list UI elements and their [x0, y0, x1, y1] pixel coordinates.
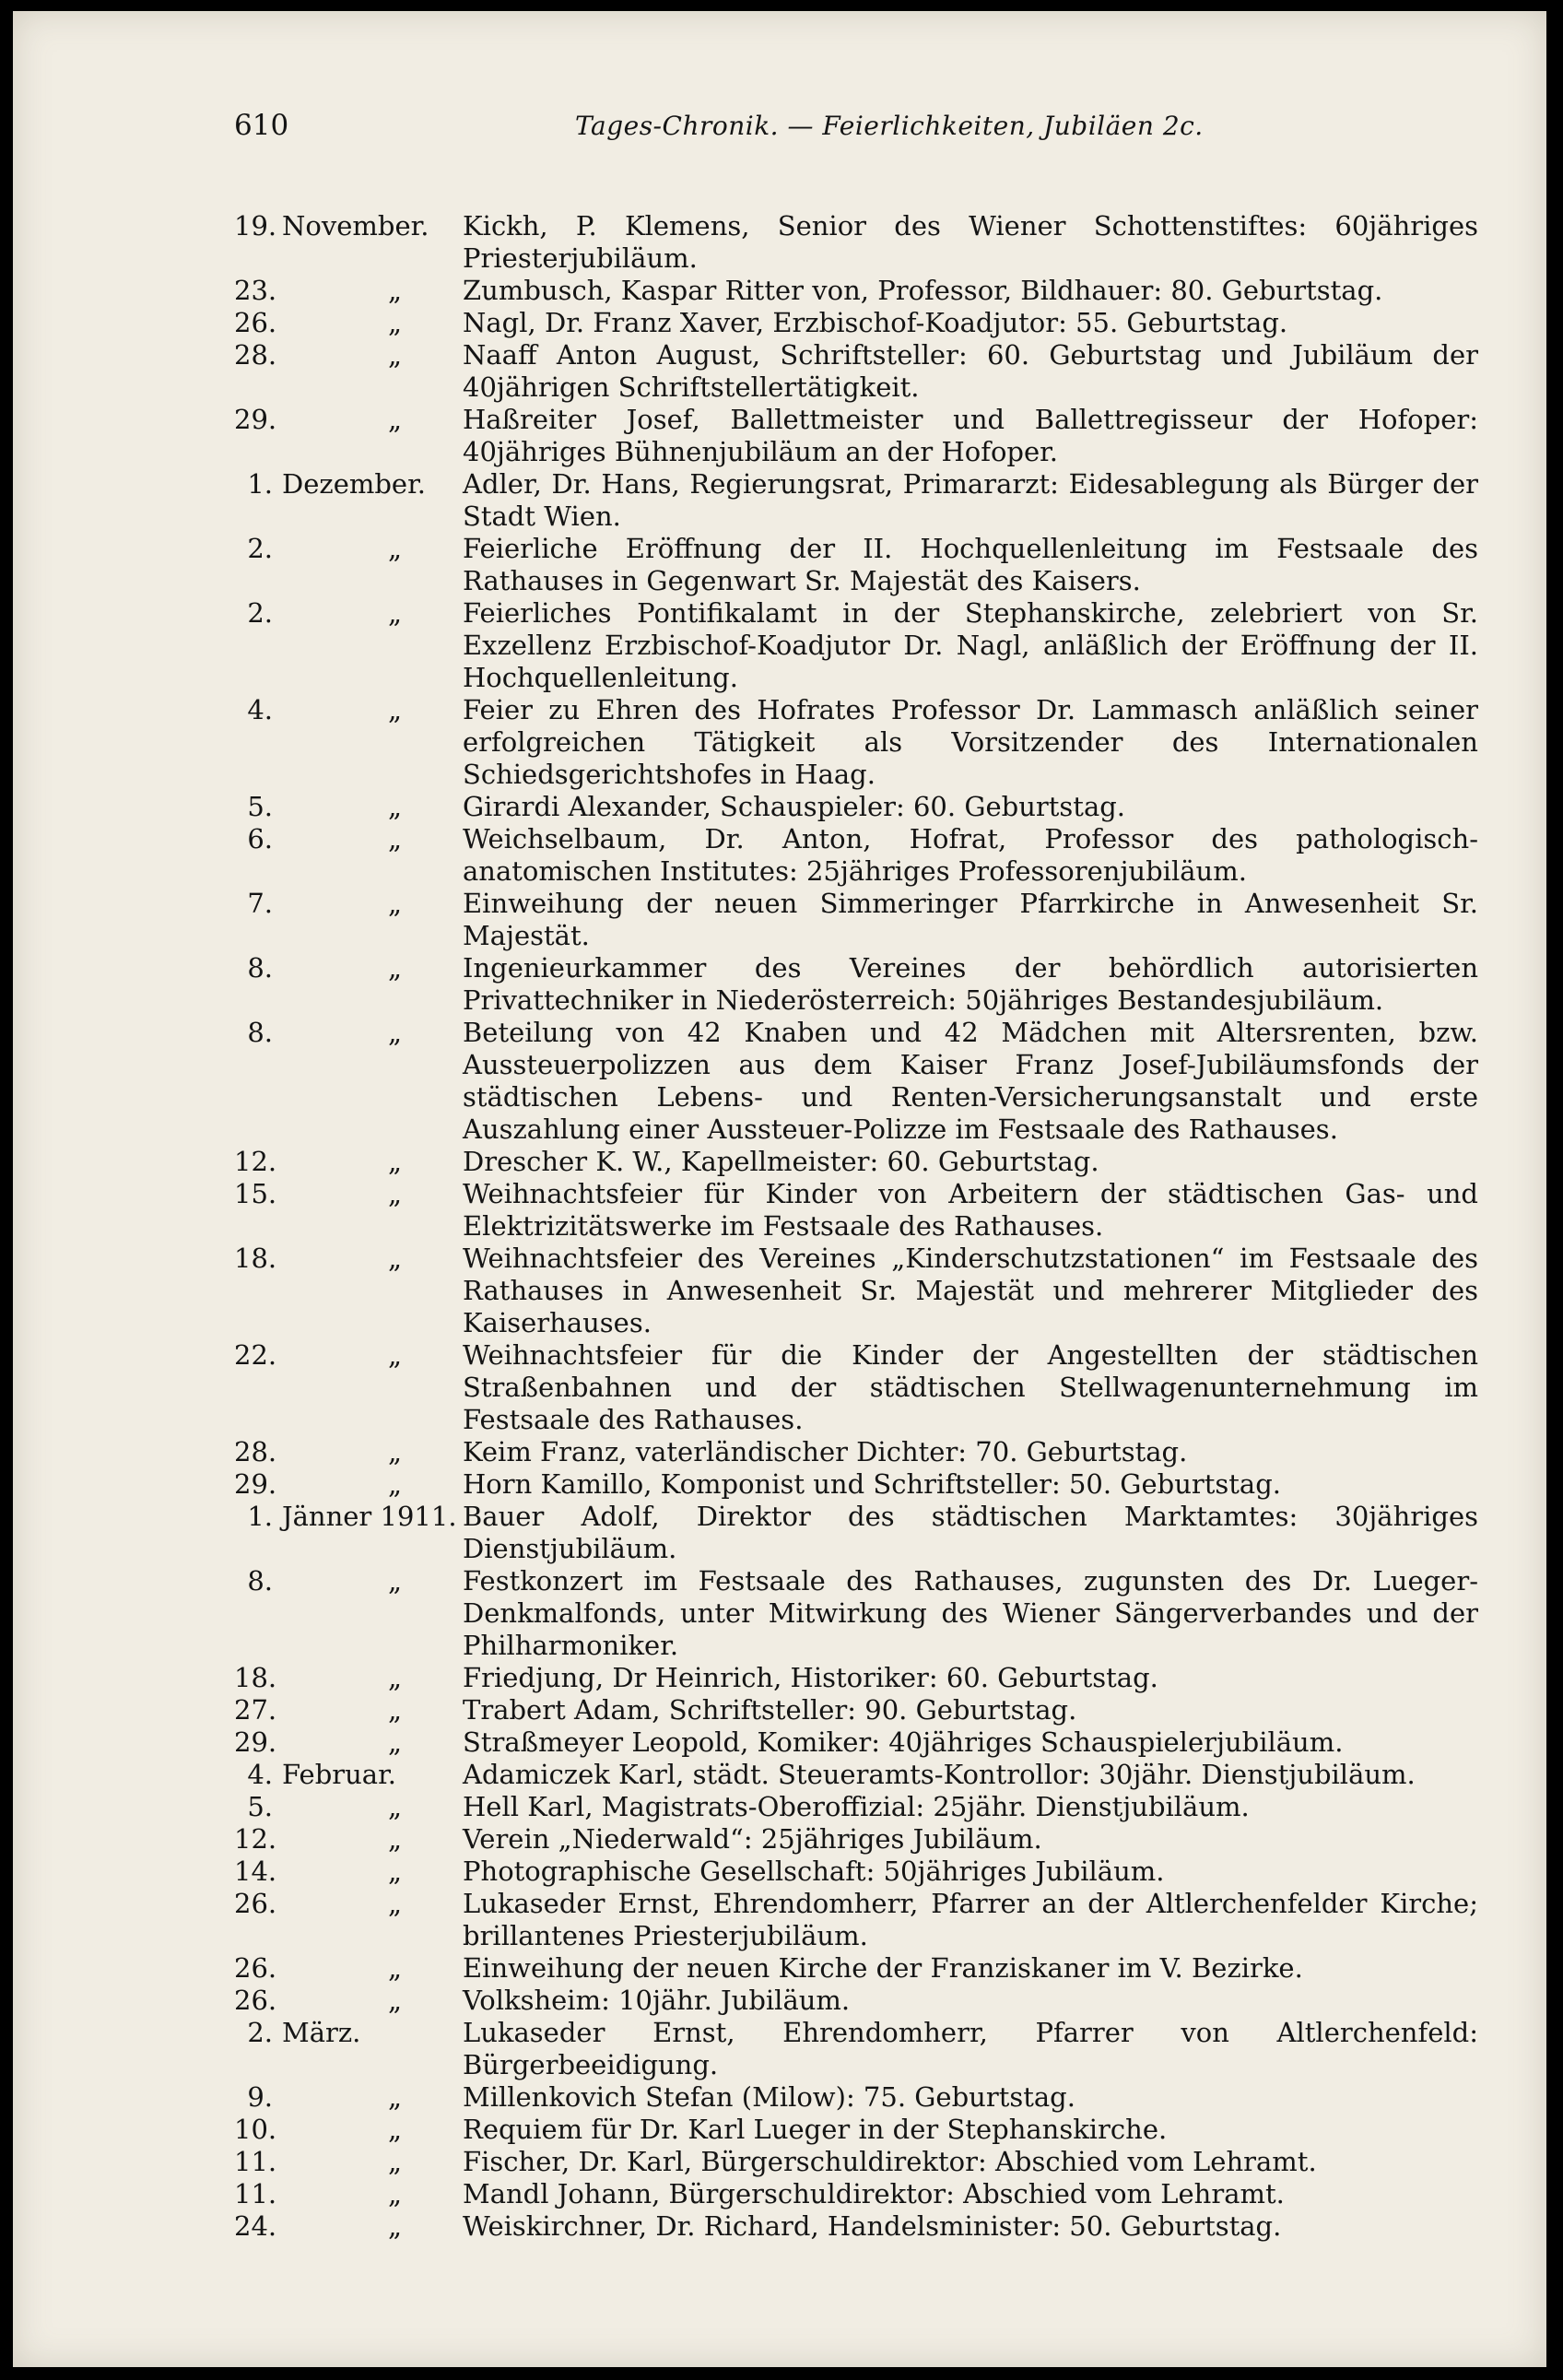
- entry-day: 23.: [234, 275, 277, 306]
- chronicle-entry: [234, 952, 1478, 1017]
- entry-month: „: [388, 1952, 403, 1984]
- chronicle-entry: [234, 1726, 1478, 1759]
- entry-day: 1.: [247, 1501, 273, 1532]
- chronicle-entry: [234, 1243, 1478, 1339]
- entry-text: Einweihung der neuen Simmeringer Pfarrkirche in Anwesenheit Sr. Majestät.: [463, 888, 1478, 951]
- entry-month: „: [388, 1888, 403, 1919]
- entry-month: November.: [282, 210, 429, 242]
- chronicle-entry: [234, 823, 1478, 888]
- entry-day: 9.: [247, 2081, 273, 2113]
- entry-month: „: [388, 1146, 403, 1177]
- chronicle-entry: [234, 1662, 1478, 1694]
- chronicle-entry: [234, 307, 1478, 339]
- entry-day: 6.: [247, 823, 273, 854]
- entry-month: „: [388, 533, 403, 564]
- entry-text: Straßmeyer Leopold, Komiker: 40jähriges Schauspielerjubiläum.: [463, 1726, 1344, 1758]
- entry-day: 12.: [234, 1823, 277, 1855]
- entry-text: Horn Kamillo, Komponist und Schriftsteller: 50. Geburtstag.: [463, 1468, 1281, 1500]
- entry-text: Lukaseder Ernst, Ehrendomherr, Pfarrer von Altlerchenfeld: Bürgerbeeidigung.: [463, 2017, 1478, 2080]
- chronicle-entry: [234, 597, 1478, 694]
- entry-month: „: [388, 339, 403, 371]
- entry-day: 5.: [247, 1791, 273, 1822]
- chronicle-list: [234, 210, 1478, 2243]
- chronicle-entry: [234, 2146, 1478, 2178]
- chronicle-entry: [234, 888, 1478, 952]
- entry-text: Millenkovich Stefan (Milow): 75. Geburtstag.: [463, 2081, 1075, 2113]
- entry-text: Bauer Adolf, Direktor des städtischen Marktamtes: 30jähriges Dienstjubiläum.: [463, 1501, 1478, 1564]
- entry-text: Feierliche Eröffnung der II. Hochquellenleitung im Festsaale des Rathauses in Gegenwart Sr. Majestät des Kaisers.: [463, 533, 1478, 596]
- entry-day: 26.: [234, 1888, 277, 1919]
- chronicle-entry: [234, 2210, 1478, 2243]
- entry-month: „: [388, 1985, 403, 2016]
- chronicle-entry: [234, 1694, 1478, 1726]
- entry-text: Kickh, P. Klemens, Senior des Wiener Schottenstiftes: 60jähriges Priesterjubiläum.: [463, 210, 1478, 274]
- entry-day: 11.: [234, 2178, 277, 2209]
- entry-month: „: [388, 823, 403, 854]
- entry-month: „: [388, 1339, 403, 1371]
- entry-text: Beteilung von 42 Knaben und 42 Mädchen mit Altersrenten, bzw. Aussteuerpolizzen aus dem Kaiser Franz Josef-Jubiläumsfonds der städtischen Lebens- und Renten-Versicherungsanstalt und erste Auszahlung einer Aussteuer-Polizze im Festsaale des Rathauses.: [463, 1017, 1478, 1145]
- chronicle-entry: [234, 2114, 1478, 2146]
- entry-day: 8.: [247, 1565, 273, 1596]
- entry-month: „: [388, 2081, 403, 2113]
- entry-month: „: [388, 1017, 403, 1048]
- entry-day: 28.: [234, 339, 277, 371]
- entry-text: Photographische Gesellschaft: 50jähriges Jubiläum.: [463, 1856, 1165, 1887]
- entry-month: „: [388, 2114, 403, 2145]
- entry-month: „: [388, 1823, 403, 1855]
- entry-day: 22.: [234, 1339, 277, 1371]
- entry-text: Drescher K. W., Kapellmeister: 60. Geburtstag.: [463, 1146, 1099, 1177]
- chronicle-entry: [234, 1468, 1478, 1501]
- chronicle-entry: [234, 791, 1478, 823]
- entry-day: 18.: [234, 1662, 277, 1693]
- running-title: Tages-Chronik. — Feierlichkeiten, Jubiläen 2c.: [575, 111, 1204, 141]
- chronicle-entry: [234, 275, 1478, 307]
- chronicle-entry: [234, 1952, 1478, 1985]
- chronicle-entry: [234, 2017, 1478, 2081]
- entry-month: „: [388, 404, 403, 435]
- entry-text: Zumbusch, Kaspar Ritter von, Professor, Bildhauer: 80. Geburtstag.: [463, 275, 1383, 306]
- entry-month: „: [388, 1694, 403, 1726]
- entry-day: 26.: [234, 1985, 277, 2016]
- entry-day: 10.: [234, 2114, 277, 2145]
- entry-text: Keim Franz, vaterländischer Dichter: 70. Geburtstag.: [463, 1436, 1188, 1467]
- chronicle-entry: [234, 1339, 1478, 1436]
- entry-text: Adamiczek Karl, städt. Steueramts-Kontrollor: 30jähr. Dienstjubiläum.: [463, 1759, 1416, 1790]
- entry-month: „: [388, 1178, 403, 1209]
- entry-text: Requiem für Dr. Karl Lueger in der Stephanskirche.: [463, 2114, 1168, 2145]
- chronicle-entry: [234, 1017, 1478, 1146]
- entry-month: „: [388, 694, 403, 725]
- entry-month: „: [388, 1726, 403, 1758]
- entry-month: „: [388, 1856, 403, 1887]
- entry-month: Jänner 1911.: [282, 1501, 457, 1532]
- entry-month: Dezember.: [282, 468, 426, 500]
- entry-day: 5.: [247, 791, 273, 822]
- entry-day: 8.: [247, 1017, 273, 1048]
- chronicle-entry: [234, 210, 1478, 275]
- entry-month: „: [388, 2178, 403, 2209]
- entry-day: 29.: [234, 404, 277, 435]
- entry-day: 26.: [234, 1952, 277, 1984]
- chronicle-entry: [234, 1436, 1478, 1468]
- chronicle-entry: [234, 339, 1478, 404]
- entry-month: „: [388, 1791, 403, 1822]
- entry-day: 12.: [234, 1146, 277, 1177]
- chronicle-entry: [234, 1178, 1478, 1243]
- chronicle-entry: [234, 1823, 1478, 1856]
- entry-month: Februar.: [282, 1759, 396, 1790]
- chronicle-entry: [234, 1791, 1478, 1823]
- entry-month: „: [388, 1436, 403, 1467]
- entry-text: Weiskirchner, Dr. Richard, Handelsminister: 50. Geburtstag.: [463, 2210, 1282, 2242]
- chronicle-entry: [234, 1146, 1478, 1178]
- entry-day: 4.: [247, 1759, 273, 1790]
- entry-day: 27.: [234, 1694, 277, 1726]
- book-page: [13, 11, 1546, 2367]
- entry-text: Fischer, Dr. Karl, Bürgerschuldirektor: Abschied vom Lehramt.: [463, 2146, 1317, 2177]
- entry-day: 7.: [247, 888, 273, 919]
- entry-day: 26.: [234, 307, 277, 338]
- chronicle-entry: [234, 1888, 1478, 1952]
- entry-day: 4.: [247, 694, 273, 725]
- chronicle-entry: [234, 404, 1478, 468]
- entry-month: „: [388, 2146, 403, 2177]
- entry-day: 2.: [247, 597, 273, 629]
- entry-text: Weihnachtsfeier für Kinder von Arbeitern der städtischen Gas- und Elektrizitätswerke im Festsaale des Rathauses.: [463, 1178, 1478, 1242]
- entry-day: 15.: [234, 1178, 277, 1209]
- chronicle-entry: [234, 533, 1478, 597]
- entry-month: „: [388, 2210, 403, 2242]
- entry-month: „: [388, 791, 403, 822]
- entry-day: 29.: [234, 1726, 277, 1758]
- entry-text: Trabert Adam, Schriftsteller: 90. Geburtstag.: [463, 1694, 1077, 1726]
- entry-day: 28.: [234, 1436, 277, 1467]
- entry-day: 29.: [234, 1468, 277, 1500]
- entry-month: „: [388, 1243, 403, 1274]
- chronicle-entry: [234, 1759, 1478, 1791]
- entry-text: Feierliches Pontifikalamt in der Stephanskirche, zelebriert von Sr. Exzellenz Erzbischof-Koadjutor Dr. Nagl, anläßlich der Eröffnung der II. Hochquellenleitung.: [463, 597, 1478, 693]
- entry-month: „: [388, 597, 403, 629]
- entry-text: Mandl Johann, Bürgerschuldirektor: Abschied vom Lehramt.: [463, 2178, 1285, 2209]
- entry-day: 8.: [247, 952, 273, 984]
- entry-month: „: [388, 307, 403, 338]
- entry-month: „: [388, 888, 403, 919]
- entry-day: 19.: [234, 210, 277, 242]
- entry-month: März.: [282, 2017, 361, 2048]
- chronicle-entry: [234, 2178, 1478, 2210]
- page-header: [234, 109, 1478, 149]
- entry-text: Hell Karl, Magistrats-Oberoffizial: 25jähr. Dienstjubiläum.: [463, 1791, 1250, 1822]
- entry-text: Friedjung, Dr Heinrich, Historiker: 60. Geburtstag.: [463, 1662, 1158, 1693]
- chronicle-entry: [234, 1856, 1478, 1888]
- chronicle-entry: [234, 2081, 1478, 2114]
- entry-text: Weihnachtsfeier des Vereines „Kinderschutzstationen“ im Festsaale des Rathauses in Anwesenheit Sr. Majestät und mehrerer Mitglieder des Kaiserhauses.: [463, 1243, 1478, 1338]
- chronicle-entry: [234, 468, 1478, 533]
- chronicle-entry: [234, 1565, 1478, 1662]
- entry-day: 2.: [247, 533, 273, 564]
- entry-text: Ingenieurkammer des Vereines der behördlich autorisierten Privattechniker in Niederösterreich: 50jähriges Bestandesjubiläum.: [463, 952, 1478, 1016]
- entry-day: 1.: [247, 468, 273, 500]
- chronicle-entry: [234, 1985, 1478, 2017]
- entry-text: Einweihung der neuen Kirche der Franziskaner im V. Bezirke.: [463, 1952, 1303, 1984]
- entry-month: „: [388, 275, 403, 306]
- entry-text: Lukaseder Ernst, Ehrendomherr, Pfarrer an der Altlerchenfelder Kirche; brillantenes Priesterjubiläum.: [463, 1888, 1478, 1951]
- entry-text: Feier zu Ehren des Hofrates Professor Dr. Lammasch anläßlich seiner erfolgreichen Tätigkeit als Vorsitzender des Internationalen Schiedsgerichtshofes in Haag.: [463, 694, 1478, 790]
- entry-text: Weihnachtsfeier für die Kinder der Angestellten der städtischen Straßenbahnen und der städtischen Stellwagenunternehmung im Festsaale des Rathauses.: [463, 1339, 1478, 1435]
- entry-text: Festkonzert im Festsaale des Rathauses, zugunsten des Dr. Lueger-Denkmalfonds, unter Mitwirkung des Wiener Sängerverbandes und der Philharmoniker.: [463, 1565, 1478, 1661]
- entry-text: Nagl, Dr. Franz Xaver, Erzbischof-Koadjutor: 55. Geburtstag.: [463, 307, 1288, 338]
- entry-day: 18.: [234, 1243, 277, 1274]
- entry-month: „: [388, 952, 403, 984]
- entry-text: Haßreiter Josef, Ballettmeister und Ballettregisseur der Hofoper: 40jähriges Bühnenjubiläum an der Hofoper.: [463, 404, 1478, 467]
- entry-month: „: [388, 1468, 403, 1500]
- entry-text: Girardi Alexander, Schauspieler: 60. Geburtstag.: [463, 791, 1126, 822]
- entry-text: Volksheim: 10jähr. Jubiläum.: [463, 1985, 851, 2016]
- entry-day: 2.: [247, 2017, 273, 2048]
- chronicle-entry: [234, 694, 1478, 791]
- entry-day: 14.: [234, 1856, 277, 1887]
- entry-text: Weichselbaum, Dr. Anton, Hofrat, Professor des pathologisch-anatomischen Institutes: 25jähriges Professorenjubiläum.: [463, 823, 1478, 887]
- entry-day: 24.: [234, 2210, 277, 2242]
- entry-day: 11.: [234, 2146, 277, 2177]
- entry-month: „: [388, 1662, 403, 1693]
- entry-text: Adler, Dr. Hans, Regierungsrat, Primararzt: Eidesablegung als Bürger der Stadt Wien.: [463, 468, 1478, 532]
- entry-text: Naaff Anton August, Schriftsteller: 60. Geburtstag und Jubiläum der 40jährigen Schriftstellertätigkeit.: [463, 339, 1478, 403]
- page-number: 610: [234, 109, 289, 142]
- entry-month: „: [388, 1565, 403, 1596]
- chronicle-entry: [234, 1501, 1478, 1565]
- entry-text: Verein „Niederwald“: 25jähriges Jubiläum.: [463, 1823, 1042, 1855]
